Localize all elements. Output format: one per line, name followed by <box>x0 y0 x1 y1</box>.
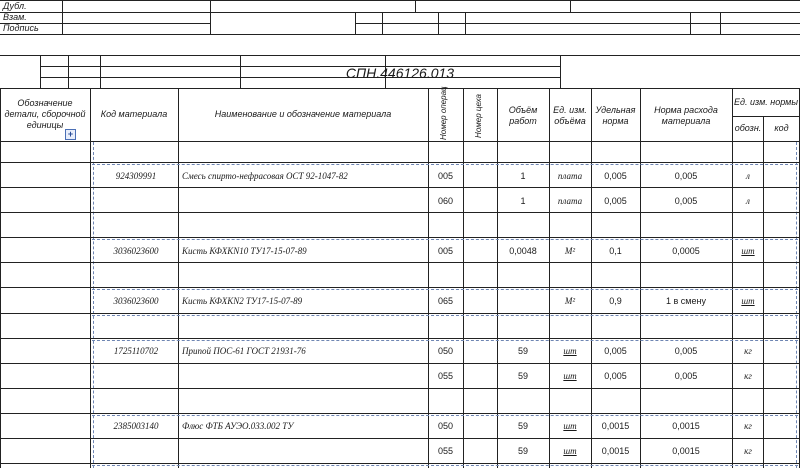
cell-material-code <box>96 441 176 461</box>
cell-volume: 59 <box>517 421 528 431</box>
cell-material-name <box>182 441 426 461</box>
cell-specific-rate: 0,0015 <box>601 446 630 456</box>
cell-volume-unit: шт <box>563 371 577 381</box>
cell-specific-rate: 0,005 <box>604 371 627 381</box>
cell-operation: 050 <box>437 421 454 431</box>
cell-operation: 055 <box>437 371 454 381</box>
cell-volume: 59 <box>517 346 528 356</box>
cell-unit: л <box>746 171 750 181</box>
cell-material-name <box>182 366 426 386</box>
header-work-volume: Объём работ <box>508 105 538 126</box>
cell-consumption: 0,0015 <box>672 421 700 431</box>
header-specific-rate: Удельная норма <box>595 105 636 126</box>
cell-volume-unit: шт <box>563 346 577 356</box>
cell-material-name: Флюс ФТБ АУЭО.033.002 ТУ <box>182 421 294 431</box>
cell-consumption: 0,0015 <box>672 446 700 456</box>
cell-material-name: Кисть КФХКN2 ТУ17-15-07-89 <box>182 296 303 306</box>
cell-specific-rate: 0,005 <box>604 171 627 181</box>
header-rate-unit: Ед. изм. нормы <box>734 96 798 107</box>
cell-operation: 055 <box>437 446 454 456</box>
stamp-label-dubl: Дубл. <box>3 1 27 11</box>
cell-volume: 59 <box>517 371 528 381</box>
cell-consumption: 0,005 <box>674 196 698 206</box>
header-material-name: Наименование и обозначение материала <box>214 108 392 119</box>
cell-consumption: 1 в смену <box>666 296 706 306</box>
cell-specific-rate: 0,1 <box>609 246 622 256</box>
cell-unit: кг <box>744 446 752 456</box>
cell-material-code: 1725110702 <box>113 346 159 356</box>
cell-unit: кг <box>744 371 752 381</box>
cell-unit: кг <box>744 346 752 356</box>
cell-operation: 050 <box>437 346 454 356</box>
cell-volume-unit: М² <box>564 246 576 256</box>
cell-specific-rate: 0,005 <box>604 196 627 206</box>
cell-volume: 59 <box>517 446 528 456</box>
header-rate-unit-designation: обозн. <box>734 122 762 133</box>
cell-material-code <box>96 191 176 211</box>
cell-volume-unit: шт <box>563 421 577 431</box>
cell-specific-rate: 0,0015 <box>601 421 630 431</box>
header-volume-unit: Ед. изм. объёма <box>553 105 587 126</box>
cell-volume-unit: шт <box>563 446 577 456</box>
cell-material-code: 3036023600 <box>113 296 159 306</box>
cell-volume-unit: плата <box>557 171 583 181</box>
header-rate-unit-code: код <box>774 122 789 133</box>
cell-material-code: 924309991 <box>115 171 157 181</box>
cell-volume-unit: плата <box>557 196 583 206</box>
cell-operation: 060 <box>437 196 454 206</box>
cell-operation: 065 <box>437 296 454 306</box>
header-designation: Обозначение детали, сборочной единицы <box>4 97 86 130</box>
cell-consumption: 0,005 <box>674 171 698 181</box>
cell-consumption: 0,005 <box>674 346 698 356</box>
document-code: СПН.446126.013 <box>345 65 455 81</box>
cell-material-code <box>96 366 176 386</box>
cell-unit: л <box>746 196 750 206</box>
cell-material-code: 2385003140 <box>113 421 159 431</box>
cell-consumption: 0,0005 <box>672 246 700 256</box>
cell-material-name <box>182 191 426 211</box>
plus-icon[interactable]: + <box>65 129 76 140</box>
cell-unit: шт <box>741 296 755 306</box>
cell-unit: шт <box>741 246 755 256</box>
cell-specific-rate: 0,9 <box>609 296 622 306</box>
cell-material-code: 3036023600 <box>113 246 159 256</box>
cell-operation: 005 <box>437 246 454 256</box>
cell-volume: 1 <box>520 171 526 181</box>
cell-material-name: Припой ПОС-61 ГОСТ 21931-76 <box>182 346 306 356</box>
cell-unit: кг <box>744 421 752 431</box>
cell-material-name: Смесь спирто-нефрасовая ОСТ 92-1047-82 <box>182 171 348 181</box>
cell-volume-unit: М² <box>564 296 576 306</box>
stamp-label-vzam: Взам. <box>3 12 27 22</box>
header-material-code: Код материала <box>100 108 168 119</box>
cell-specific-rate: 0,005 <box>604 346 627 356</box>
header-consumption-rate: Норма расхода материала <box>654 105 718 126</box>
cell-material-name: Кисть КФХКN10 ТУ17-15-07-89 <box>182 246 307 256</box>
header-workshop-no: Номер цеха <box>474 94 483 138</box>
header-operation-no: Номер операц <box>439 86 448 140</box>
cell-volume <box>499 291 547 311</box>
cell-consumption: 0,005 <box>674 371 698 381</box>
cell-operation: 005 <box>437 171 454 181</box>
stamp-label-podpis: Подпись <box>3 23 39 33</box>
cell-volume: 0,0048 <box>509 246 537 256</box>
cell-volume: 1 <box>520 196 526 206</box>
